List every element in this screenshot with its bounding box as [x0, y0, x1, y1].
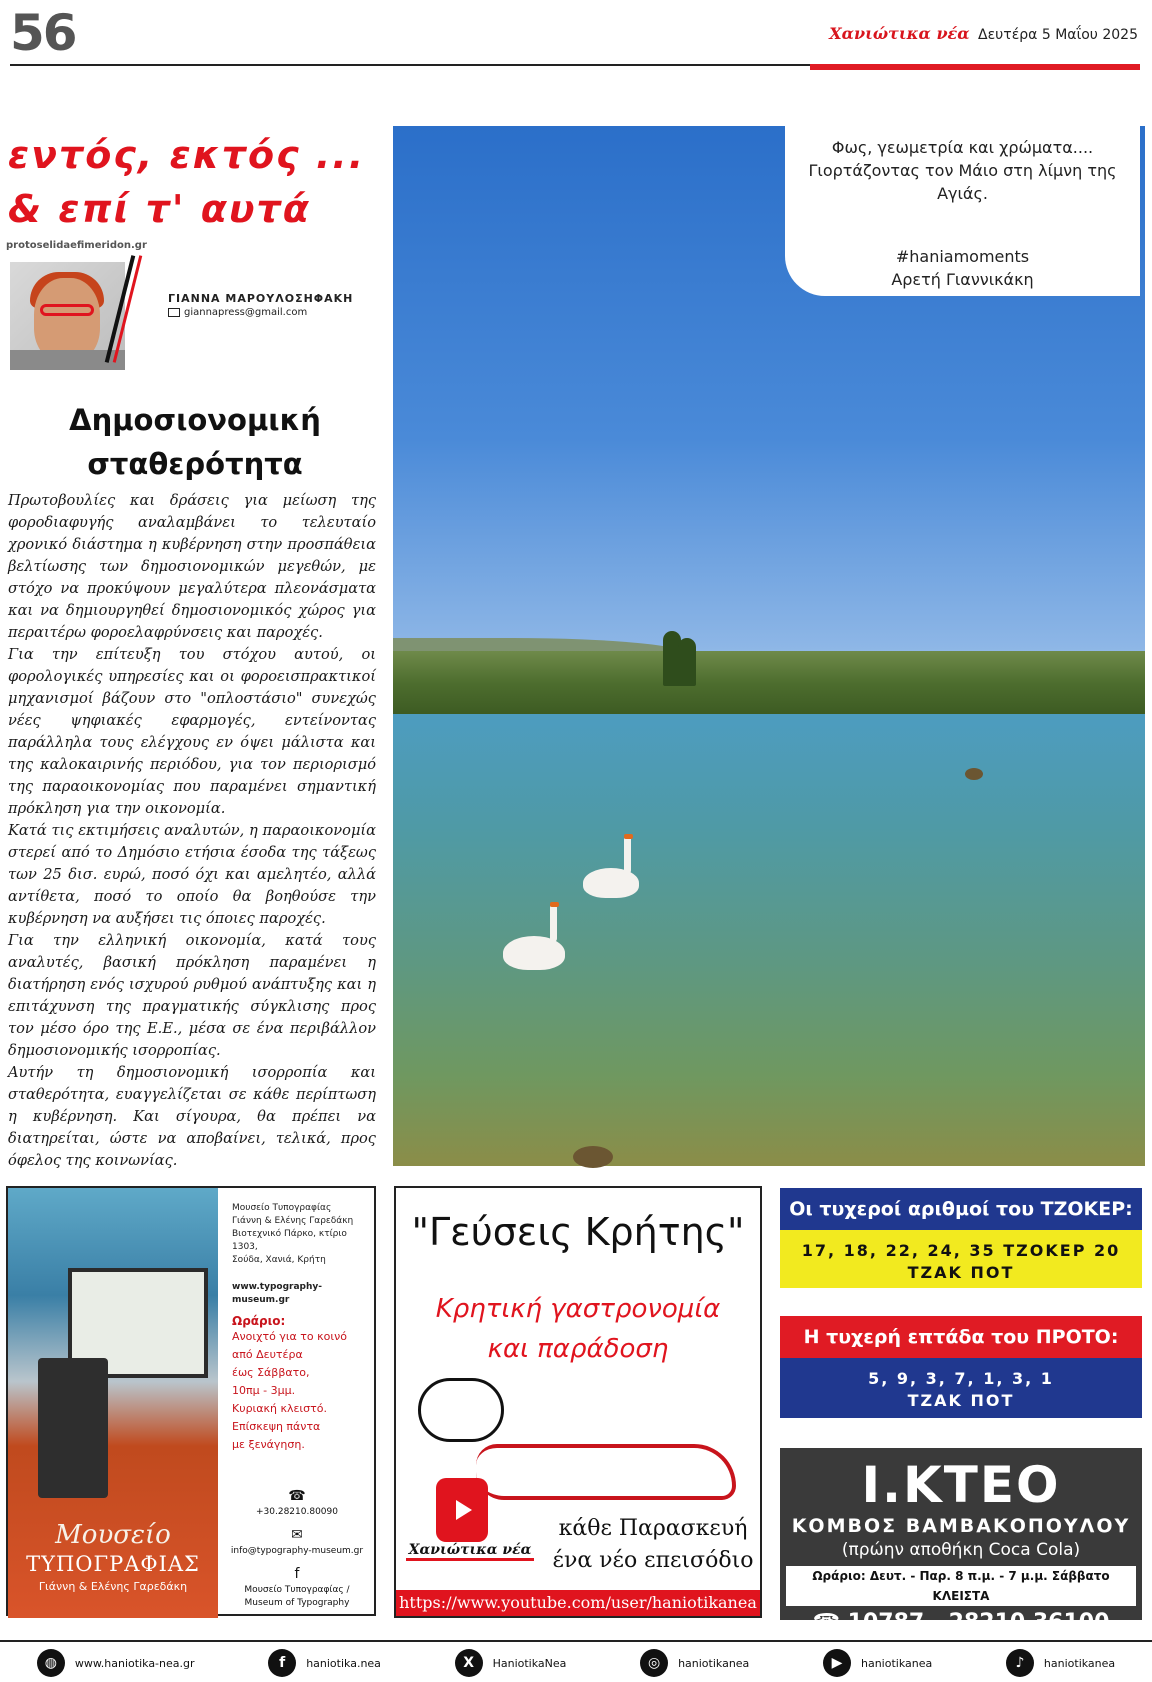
article-title [10, 398, 380, 486]
mail-icon: ✉ [291, 1527, 303, 1543]
footer-label: haniotika.nea [306, 1656, 381, 1670]
caption-hashtag: #haniamoments [895, 247, 1030, 266]
duck [965, 768, 983, 780]
chef-hat-icon [418, 1378, 504, 1442]
envelope-icon [168, 308, 180, 317]
source-credit: protoselidaefimeridon.gr [6, 240, 147, 251]
museum-info-line: Γιάννη & Ελένης Γαρεδάκη [232, 1216, 354, 1226]
footer-tiktok[interactable] [1006, 1649, 1115, 1677]
proto-box [780, 1316, 1142, 1418]
tiktok-icon: ♪ [1006, 1649, 1034, 1677]
photo-caption [785, 126, 1140, 296]
caption-credit: Αρετή Γιαννικάκη [891, 270, 1034, 289]
museum-hours-line: Ανοιχτό για το κοινό [232, 1330, 347, 1343]
geuseis-subtitle-line2: και παράδοση [487, 1334, 669, 1364]
column-title [8, 128, 388, 236]
article-paragraph: Κατά τις εκτιμήσεις αναλυτών, η παραοικονομία στερεί από το Δημόσιο ετήσια έσοδα της τάξεως των 25 δισ. ευρώ, ποσό όχι και αμελητέο, αλλά αντίθετα, ποσό το οποίο θα βοηθούσε την κυβέρνηση να αυξήσει τις όποιες παροχές. [8, 822, 376, 927]
caption-line2: Γιορτάζοντας τον Μάιο στη λίμνη της Αγιάς. [808, 161, 1117, 203]
lake-photo [393, 126, 1145, 1166]
proto-numbers: 5, 9, 3, 7, 1, 3, 1 [868, 1369, 1054, 1388]
museum-hours-line: έως Σάββατο, [232, 1366, 310, 1379]
article-title-line1: Δημοσιονομική [69, 403, 321, 437]
article-paragraph: Πρωτοβουλίες και δράσεις για μείωση της φοροδιαφυγής αναλαμβάνει το τελευταίο χρονικό διάστημα η κυβέρνηση στην προσπάθεια βελτίωσης των δημοσιονομικών μεγεθών, με στόχο να προκύψουν μεγαλύτερα πλεονάσματα και να δημιουργηθεί δημοσιονομικός χώρος για περαιτέρω φοροελαφρύνσεις και παροχές. [8, 492, 376, 641]
kteo-previous-location: (πρώην αποθήκη Coca Cola) [841, 1540, 1081, 1560]
facebook-icon: f [294, 1566, 300, 1582]
article-paragraph: Αυτήν τη δημοσιονομική ισορροπία και σταθερότητα, ευαγγελίζεται σε κάθε περίπτωση η κυβέρνηση. Και σίγουρα, θα πρέπει να διατηρείται, ώστε να αποβαίνει, τελικά, προς όφελος της κοινωνίας. [8, 1064, 376, 1169]
author-email-text: giannapress@gmail.com [184, 307, 308, 318]
kteo-logo: Ι.ΚΤΕΟ [861, 1456, 1061, 1514]
tzoker-box [780, 1188, 1142, 1288]
footer-label: www.haniotika-nea.gr [74, 1656, 195, 1670]
tzoker-numbers: 17, 18, 22, 24, 35 ΤΖΟΚΕΡ 20 [801, 1241, 1121, 1260]
footer-website[interactable] [37, 1649, 195, 1677]
youtube-icon: ▶ [823, 1649, 851, 1677]
museum-hours [232, 1328, 372, 1454]
crete-map-outline [476, 1444, 736, 1500]
printing-press [38, 1358, 108, 1498]
museum-hours-line: από Δευτέρα [232, 1348, 303, 1361]
footer-rule [0, 1640, 1152, 1642]
tzoker-jackpot: ΤΖΑΚ ΠΟΤ [907, 1263, 1015, 1282]
facebook-icon: f [268, 1649, 296, 1677]
kteo-phone[interactable] [780, 1606, 1142, 1640]
geuseis-title: "Γεύσεις Κρήτης" [411, 1210, 745, 1254]
tzoker-results [780, 1230, 1142, 1288]
museum-hours-line: Επίσκεψη πάντα [232, 1420, 321, 1433]
footer-social-bar [0, 1648, 1152, 1678]
proto-results [780, 1358, 1142, 1418]
article-paragraph: Για την επίτευξη του στόχου αυτού, οι φορολογικές υπηρεσίες και οι φοροεισπρακτικοί μηχανισμοί βάζουν στο "οπλοστάσιο" συνεχώς νέες ψηφιακές εφαρμογές, εντείνοντας παράλληλα τους ελέγχους εν όψει μάλιστα και της καλοκαιρινής περιόδου, για τον περιορισμό της παραοικονομίας που παραμένει σημαντική πρόκληση για την οικονομία. [8, 646, 376, 817]
kteo-phone-number: 10787 - 28210 36100 [847, 1610, 1110, 1635]
author-email[interactable] [168, 307, 307, 318]
kteo-hours: Ωράριο: Δευτ. - Παρ. 8 π.μ. - 7 μ.μ. Σάββατο ΚΛΕΙΣΤΑ [786, 1566, 1136, 1606]
museum-info-line: Μουσείο Τυπογραφίας [232, 1203, 332, 1213]
page-number: 56 [10, 4, 76, 62]
footer-label: HaniotikaNea [492, 1656, 567, 1670]
article-title-line2: σταθερότητα [87, 447, 303, 481]
phone-icon: ☎ [812, 1610, 848, 1635]
footer-label: haniotikanea [678, 1656, 750, 1670]
photo-shore [393, 651, 1145, 716]
geuseis-subtitle-line1: Κρητική γαστρονομία [435, 1294, 721, 1324]
globe-icon: ◍ [37, 1649, 65, 1677]
museum-facebook-line1[interactable]: Μουσείο Τυπογραφίας / [244, 1585, 350, 1595]
museum-logo-line3: Γιάννη & Ελένης Γαρεδάκη [38, 1580, 188, 1593]
youtube-link[interactable]: https://www.youtube.com/user/haniotikanea [396, 1590, 760, 1616]
museum-website[interactable]: www.typography-museum.gr [232, 1282, 322, 1305]
museum-photo [8, 1188, 218, 1618]
geuseis-schedule-line2: ένα νέο επεισόδιο [552, 1548, 754, 1573]
photo-tree [678, 638, 696, 686]
column-title-line1: εντός, εκτός ... [8, 133, 366, 177]
photo-lake [393, 714, 1145, 1166]
instagram-icon: ◎ [640, 1649, 668, 1677]
author-name: ΓΙΑΝΝΑ ΜΑΡΟΥΛΟΣΗΦΑΚΗ [168, 292, 354, 305]
article-body [8, 490, 376, 1172]
paper-name: Χανιώτικα νέα [829, 24, 970, 43]
caption-line1: Φως, γεωμετρία και χρώματα.... [831, 138, 1094, 157]
proto-heading: Η τυχερή επτάδα του ΠΡΟΤΟ: [780, 1316, 1142, 1358]
masthead [829, 24, 1138, 43]
footer-x[interactable] [455, 1649, 567, 1677]
footer-label: haniotikanea [860, 1656, 933, 1670]
museum-facebook-line2[interactable]: Museum of Typography [244, 1598, 350, 1608]
museum-email[interactable]: info@typography-museum.gr [230, 1546, 364, 1556]
museum-info [232, 1202, 372, 1454]
header-accent-bar [810, 64, 1140, 70]
geuseis-kritis-ad[interactable] [394, 1186, 762, 1618]
column-title-line2: & επί τ' αυτά [8, 187, 311, 231]
issue-date: Δευτέρα 5 Μαΐου 2025 [978, 27, 1138, 43]
article-paragraph: Για την ελληνική οικονομία, κατά τους αναλυτές, βασική πρόκληση παραμένει η διατήρηση ενός ισχυρού ρυθμού ανάπτυξης και η επιτάχυνση της πραγματικής σύγκλισης προς τον μέσο όρο της Ε.Ε., μέσα σε ένα περιβάλλον δημοσιονομικής ισορροπίας. [8, 932, 376, 1059]
museum-info-line: Βιοτεχνικό Πάρκο, κτίριο 1303, [232, 1229, 347, 1252]
swan [503, 936, 565, 970]
x-icon: X [455, 1649, 483, 1677]
proto-jackpot: ΤΖΑΚ ΠΟΤ [907, 1391, 1015, 1410]
swan [583, 868, 639, 898]
geuseis-schedule-line1: κάθε Παρασκευή [558, 1516, 748, 1541]
phone-icon: ☎ [288, 1488, 306, 1504]
museum-logo-line2: ΤΥΠΟΓΡΑΦΙΑΣ [26, 1552, 200, 1576]
kteo-name: ΚΟΜΒΟΣ ΒΑΜΒΑΚΟΠΟΥΛΟΥ [791, 1515, 1131, 1537]
museum-ad[interactable] [6, 1186, 376, 1616]
haniotika-nea-logo: Χανιώτικα νέα [406, 1542, 534, 1561]
museum-logo-line1: Μουσείο [55, 1520, 171, 1550]
duck [573, 1146, 613, 1168]
kteo-ad[interactable] [780, 1448, 1142, 1635]
tzoker-heading: Οι τυχεροί αριθμοί του ΤΖΟΚΕΡ: [780, 1188, 1142, 1230]
footer-facebook[interactable] [268, 1649, 381, 1677]
youtube-icon[interactable] [436, 1478, 488, 1542]
footer-youtube[interactable] [823, 1649, 932, 1677]
museum-phone[interactable]: +30.28210.80090 [256, 1507, 338, 1517]
footer-instagram[interactable] [640, 1649, 749, 1677]
museum-hours-line: 10πμ - 3μμ. [232, 1384, 296, 1397]
museum-hours-heading: Ωράριο: [232, 1314, 286, 1328]
museum-info-line: Σούδα, Χανιά, Κρήτη [232, 1255, 326, 1265]
museum-hours-line: Κυριακή κλειστό. [232, 1402, 327, 1415]
footer-label: haniotikanea [1043, 1656, 1116, 1670]
museum-hours-line: με ξενάγηση. [232, 1438, 305, 1451]
museum-contact [222, 1480, 372, 1610]
